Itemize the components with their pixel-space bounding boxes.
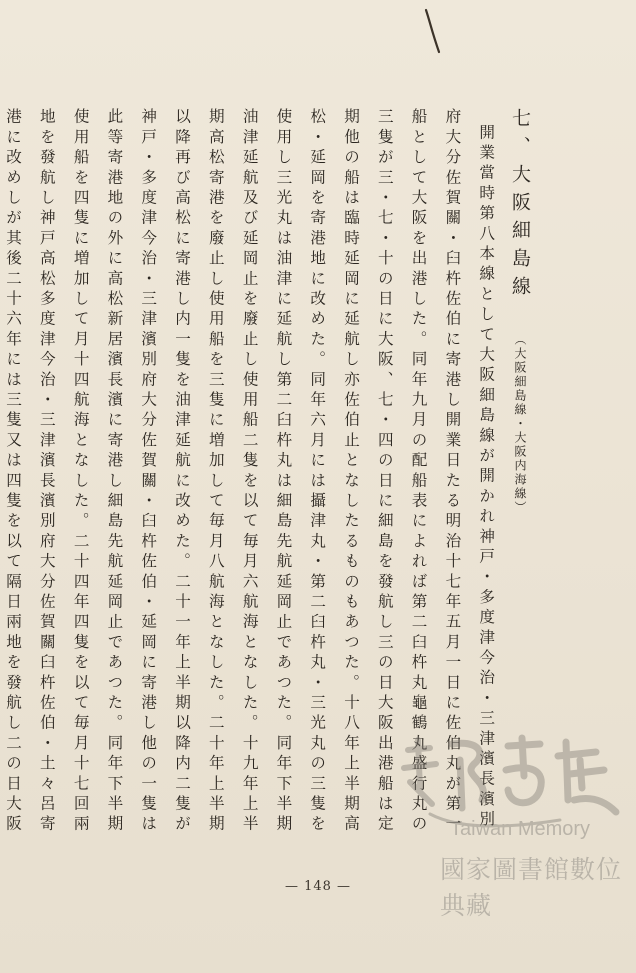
watermark-english-text: Taiwan Memory [450, 818, 591, 840]
library-watermark [390, 730, 630, 940]
watermark-chinese-text: 國家圖書館數位典藏 [440, 855, 623, 920]
section-subtitle: （大阪細島線・大阪内海線） [513, 333, 527, 516]
body-paragraph-text: 開業當時第八本線として大阪細島線が開かれ神戸・多度津今治・三津濱長濱別府大分佐賀關・臼杵佐伯に寄港し開業日たる明治十七年五月一日に佐伯丸が第一船として大阪を出港した。同年九月の配船表によれば第二臼杵丸龜鶴丸盛行丸の三隻が三・七・十の日に大阪、七・四の日に細島を發航し三の日大阪出港船は定期他の船は臨時延岡に延航し亦佐伯止となしたるものもあつた。十八年上半期高松・延岡を寄港地に改めた。同年六月には攝津丸・第二臼杵丸・三光丸の三隻を使用し三光丸は油津に延航し第二臼杵丸は細島先航延岡止であつた。同年下半期油津延航及び延岡止を廢止し使用船二隻を以て毎月六航海となした。十九年上半期高松寄港を廢止し使用船を三隻に増加して毎月八航海となした。二十年上半期以降再び高松に寄港し内一隻を油津延航に改めた。二十一年上半期以降内二隻が神戸・多度津今治・三津濱別府大分佐賀關・臼杵佐伯・延岡に寄港し他の一隻は此等寄港地の外に高松新居濱長濱に寄港し細島先航延岡止であつた。同年下半期使用船を四隻に増加して月十四航海となした。二十四年四隻を以て毎月十七回兩地を發航し神戸高松多度津今治・三津濱長濱別府大分佐賀關臼杵佐伯・土々呂寄港に改めしが其後二十六年には三隻又は四隻を以て隔日兩地を發航し二の日大阪 [4, 108, 496, 836]
section-title: 七、大阪細島線 [509, 108, 531, 304]
paper-crease-mark [424, 8, 442, 54]
watermark-calligraphy-logo [390, 730, 630, 870]
page-number: — 148 — [284, 879, 352, 894]
